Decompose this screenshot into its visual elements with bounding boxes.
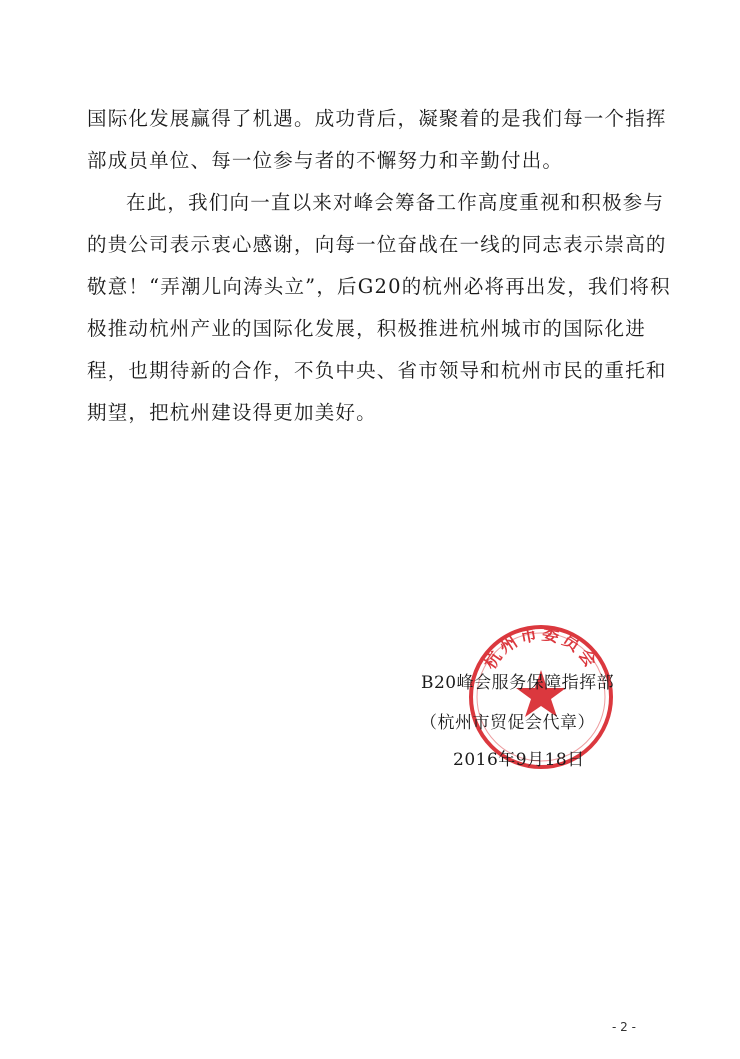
body-line-5: 敬意！“弄潮儿向涛头立”，后G20的杭州必将再出发，我们将积 (87, 275, 671, 298)
body-line-8: 期望，把杭州建设得更加美好。 (87, 401, 377, 424)
seal-text-path: 杭州市委员会 (480, 624, 602, 674)
signature-date: 2016年9月18日 (453, 750, 585, 770)
body-line-1: 国际化发展赢得了机遇。成功背后，凝聚着的是我们每一个指挥 (87, 107, 667, 130)
seal-text (479, 623, 602, 673)
body-line-3: 在此，我们向一直以来对峰会筹备工作高度重视和积极参与 (126, 191, 665, 214)
signature-organization: B20峰会服务保障指挥部 (421, 673, 615, 693)
page-number: - 2 - (612, 1020, 636, 1034)
signature-seal-note: （杭州市贸促会代章） (420, 713, 595, 733)
body-line-4: 的贵公司表示衷心感谢，向每一位奋战在一线的同志表示崇高的 (87, 233, 667, 256)
body-line-6: 极推动杭州产业的国际化发展，积极推进杭州城市的国际化进 (87, 317, 646, 340)
body-line-2: 部成员单位、每一位参与者的不懈努力和辛勤付出。 (87, 149, 564, 172)
body-line-7: 程，也期待新的合作，不负中央、省市领导和杭州市民的重托和 (87, 359, 667, 382)
